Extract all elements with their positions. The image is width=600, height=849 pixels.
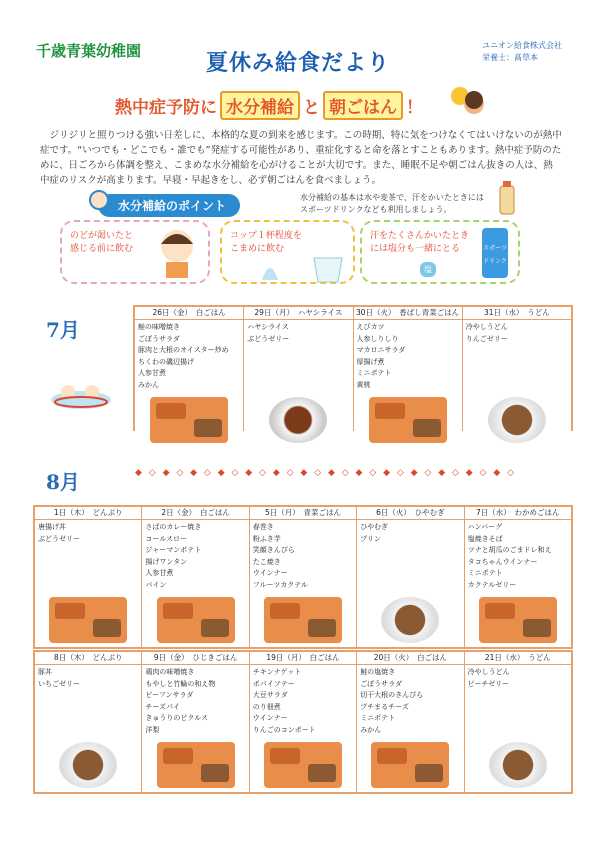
meal-image [49, 597, 127, 643]
meal-photo [35, 593, 141, 647]
tip-drink-early-text: のどが渇いたと感じる前に飲む [70, 231, 134, 254]
menu-item: ごぼうサラダ [360, 679, 403, 688]
tip-card-salt [360, 220, 520, 284]
meal-photo [357, 593, 463, 647]
menu-day-header: 5日（月） 青菜ごはん [250, 507, 356, 520]
menu-day-cell [465, 652, 571, 792]
menu-item: チキンナゲット [252, 668, 302, 676]
menu-item: 鮭の味噌焼き [138, 323, 180, 331]
menu-day-header: 7日（水） わかめごはん [465, 507, 571, 520]
meal-image [59, 742, 117, 788]
august-label: 8月 [46, 470, 80, 494]
menu-item: 黄桃 [356, 380, 371, 389]
menu-item: ツナと胡瓜のごまドレ和え [467, 546, 552, 554]
menu-day-header: 21日（水） うどん [465, 652, 571, 665]
menu-item: 冷やしうどん [465, 323, 508, 331]
intro-paragraph: ジリジリと照りつける強い日差しに、本格的な夏の到来を感じます。この時期、特に気をつけなくてはいけないのが熱中症です。“いつでも・どこでも・誰でも”発症する可能性があり、重症化すると命を落とすこともあります。熱中症予防のために、日ごろから体調を整え、こまめな水分補給を心がけることが大切です。また、睡眠不足や朝ごはん抜きの人は、熱中症のリスクが高まります。早寝・早起きをし、必ず朝ごはんを食べましょう。 [40, 130, 562, 186]
menu-day-cell [465, 507, 571, 647]
menu-day-cell [142, 507, 248, 647]
banner-text: 熱中症予防に [115, 97, 217, 118]
menu-item-list [35, 520, 141, 593]
menu-item: プチまるチーズ [360, 702, 409, 711]
menu-item: みかん [138, 380, 159, 389]
menu-item: ビーフンサラダ [145, 691, 194, 699]
menu-item: みかん [360, 725, 382, 734]
menu-item: たこ焼き [252, 557, 281, 566]
menu-item: 洋梨 [145, 725, 160, 734]
menu-day-cell [357, 652, 463, 792]
menu-day-header: 1日（木） どんぶり [35, 507, 141, 520]
menu-day-cell [135, 307, 243, 447]
menu-day-cell [463, 307, 571, 447]
menu-item: ミニポテト [360, 714, 396, 722]
menu-day-cell [35, 652, 141, 792]
meal-photo [465, 738, 571, 792]
menu-item: パイン [145, 580, 167, 589]
menu-item: ハンバーグ [467, 523, 503, 531]
meal-image [489, 742, 547, 788]
meal-photo [250, 738, 356, 792]
banner-breakfast-box: 朝ごはん [323, 91, 403, 120]
july-menu-table [133, 305, 573, 431]
menu-item-list [142, 665, 248, 738]
menu-item: 春巻き [252, 523, 274, 531]
company-name: ユニオン給食株式会社 [482, 41, 562, 50]
banner-conj: と [303, 97, 320, 118]
menu-item-list [357, 520, 463, 593]
meal-photo [357, 738, 463, 792]
menu-day-cell [250, 652, 356, 792]
menu-day-header: 6日（火） ひやむぎ [357, 507, 463, 520]
menu-item: ちくわの磯辺揚げ [138, 357, 194, 366]
menu-item: ぶどうゼリー [247, 334, 290, 343]
school-name: 千歳青葉幼稚園 [36, 42, 142, 60]
menu-item: ハヤシライス [247, 323, 289, 331]
dietitian-name: 栄養士：髙草本 [482, 53, 538, 62]
bottle-icon [495, 180, 519, 216]
meal-photo [35, 738, 141, 792]
meal-photo [135, 393, 243, 447]
menu-item: 豚丼 [38, 668, 52, 676]
meal-image [157, 742, 235, 788]
meal-image [488, 397, 546, 443]
menu-item: ジャーマンポテト [145, 546, 202, 554]
menu-day-header: 8日（木） どんぶり [35, 652, 141, 665]
menu-item: 大豆サラダ [252, 691, 288, 699]
water-note: 水分補給の基本は水や麦茶で、汗をかいたときにはスポーツドリンクなども利用しましょう。 [300, 193, 484, 214]
menu-item: タコちゃんウインナー [467, 557, 538, 566]
meal-image [264, 597, 342, 643]
menu-item: 鶏肉の味噌焼き [145, 668, 195, 676]
menu-item: ぶどうゼリー [38, 534, 80, 543]
menu-item: ピーチゼリー [467, 679, 510, 688]
menu-item: もやしと竹輪の和え物 [145, 679, 216, 688]
menu-item: ミニポテト [467, 569, 503, 577]
menu-item: ごぼうサラダ [138, 334, 180, 343]
menu-item: えびカツ [356, 323, 385, 331]
menu-item: 厚揚げ煮 [356, 357, 385, 366]
menu-item: コールスロー [145, 534, 188, 543]
menu-item: さばのカレー焼き [145, 523, 202, 531]
meal-image [371, 742, 449, 788]
menu-item-list [357, 665, 463, 738]
meal-photo [142, 593, 248, 647]
menu-day-header: 31日（水） うどん [463, 307, 571, 320]
menu-item-list [135, 320, 243, 393]
heatstroke-banner [115, 92, 423, 118]
tip-cup-text: コップ１杯程度をこまめに飲む [230, 231, 302, 254]
menu-day-header: 30日（火） 香ばし青菜ごはん [354, 307, 462, 320]
menu-item: プリン [360, 534, 381, 543]
swimming-kids-illustration [46, 380, 116, 410]
meal-image [479, 597, 557, 643]
child-drinking-illustration [152, 226, 202, 280]
pointing-hand-icon [88, 188, 110, 212]
meal-photo [354, 393, 462, 447]
menu-item: 塩焼きそば [467, 534, 503, 543]
menu-item: 鮭の塩焼き [360, 668, 396, 676]
meal-photo [250, 593, 356, 647]
sun-illustration [446, 82, 486, 118]
menu-day-header: 19日（月） 白ごはん [250, 652, 356, 665]
menu-item-list [354, 320, 462, 393]
menu-item: ひやむぎ [360, 523, 389, 531]
tip-salt-text: 汗をたくさんかいたときには塩分も一緒にとる [370, 231, 470, 254]
water-points-heading: 水分補給のポイント [98, 194, 240, 217]
menu-day-header: 2日（金） 白ごはん [142, 507, 248, 520]
menu-item-list [250, 665, 356, 738]
menu-item-list [142, 520, 248, 593]
august-menu-week1 [33, 505, 573, 649]
menu-day-header: 9日（金） ひじきごはん [142, 652, 248, 665]
menu-item: 冷やしうどん [467, 668, 510, 676]
menu-item-list [463, 320, 571, 393]
banner-tail: ！ [406, 97, 423, 118]
menu-day-cell [250, 507, 356, 647]
menu-item: のり佃煮 [252, 702, 281, 711]
tip-card-drink-early [60, 220, 210, 284]
meal-photo [463, 393, 571, 447]
menu-item: いちごゼリー [38, 679, 80, 688]
menu-item-list [35, 665, 141, 738]
meal-image [381, 597, 439, 643]
menu-item-list [465, 520, 571, 593]
banner-water-box: 水分補給 [220, 91, 300, 120]
july-label: 7月 [46, 318, 80, 342]
menu-day-cell [354, 307, 462, 447]
meal-photo [244, 393, 352, 447]
menu-item: 粉ふき芋 [252, 534, 281, 543]
meal-image [157, 597, 235, 643]
menu-item: マカロニサラダ [356, 346, 406, 354]
menu-item: 人参甘煮 [145, 569, 174, 577]
menu-item: ウインナー [252, 569, 288, 577]
menu-item: フルーツカクテル [252, 580, 308, 589]
menu-day-header: 26日（金） 白ごはん [135, 307, 243, 320]
august-menu-week2 [33, 650, 573, 794]
menu-day-cell [357, 507, 463, 647]
menu-item-list [250, 520, 356, 593]
menu-item: ウインナー [252, 714, 288, 722]
menu-item: 揚げワンタン [145, 557, 188, 566]
meal-photo [465, 593, 571, 647]
menu-item: きゅうりのピクルス [145, 714, 208, 722]
meal-image [369, 397, 447, 443]
menu-item: 唐揚げ丼 [38, 523, 66, 531]
menu-item: ポパイソテー [252, 679, 295, 688]
menu-day-cell [35, 507, 141, 647]
menu-item: りんごゼリー [465, 334, 508, 343]
menu-day-cell [142, 652, 248, 792]
menu-item: 笑顔きんぴら [252, 546, 295, 554]
menu-item: りんごのコンポート [252, 725, 316, 734]
company-info [482, 40, 562, 64]
menu-item: 切干大根のきんぴら [360, 691, 424, 699]
page-title: 夏休み給食だより [206, 51, 391, 76]
menu-day-header: 29日（月） ハヤシライス [244, 307, 352, 320]
menu-item-list [244, 320, 352, 393]
menu-item: 人参しりしり [356, 334, 399, 343]
menu-day-header: 20日（火） 白ごはん [357, 652, 463, 665]
decorative-border: ◆ ◇ ◆ ◇ ◆ ◇ ◆ ◇ ◆ ◇ ◆ ◇ ◆ ◇ ◆ ◇ ◆ ◇ ◆ ◇ ◆ ◇ ◆ ◇ ◆ ◇ ◆ ◇ [135, 468, 517, 478]
menu-item: チーズパイ [145, 702, 181, 711]
menu-day-cell [244, 307, 352, 447]
menu-item-list [465, 665, 571, 738]
menu-item: カクテルゼリー [467, 580, 517, 589]
salt-label: 塩 [420, 262, 436, 277]
meal-image [269, 397, 327, 443]
meal-photo [142, 738, 248, 792]
meal-image [264, 742, 342, 788]
water-cup-illustration [252, 252, 352, 284]
tip-card-cup [220, 220, 355, 284]
menu-item: 人参甘煮 [138, 369, 166, 377]
meal-image [150, 397, 228, 443]
menu-item: 豚肉と大根のオイスター炒め [138, 346, 229, 354]
menu-item: ミニポテト [356, 369, 392, 377]
sports-drink-bottle: スポーツドリンク [482, 228, 508, 278]
